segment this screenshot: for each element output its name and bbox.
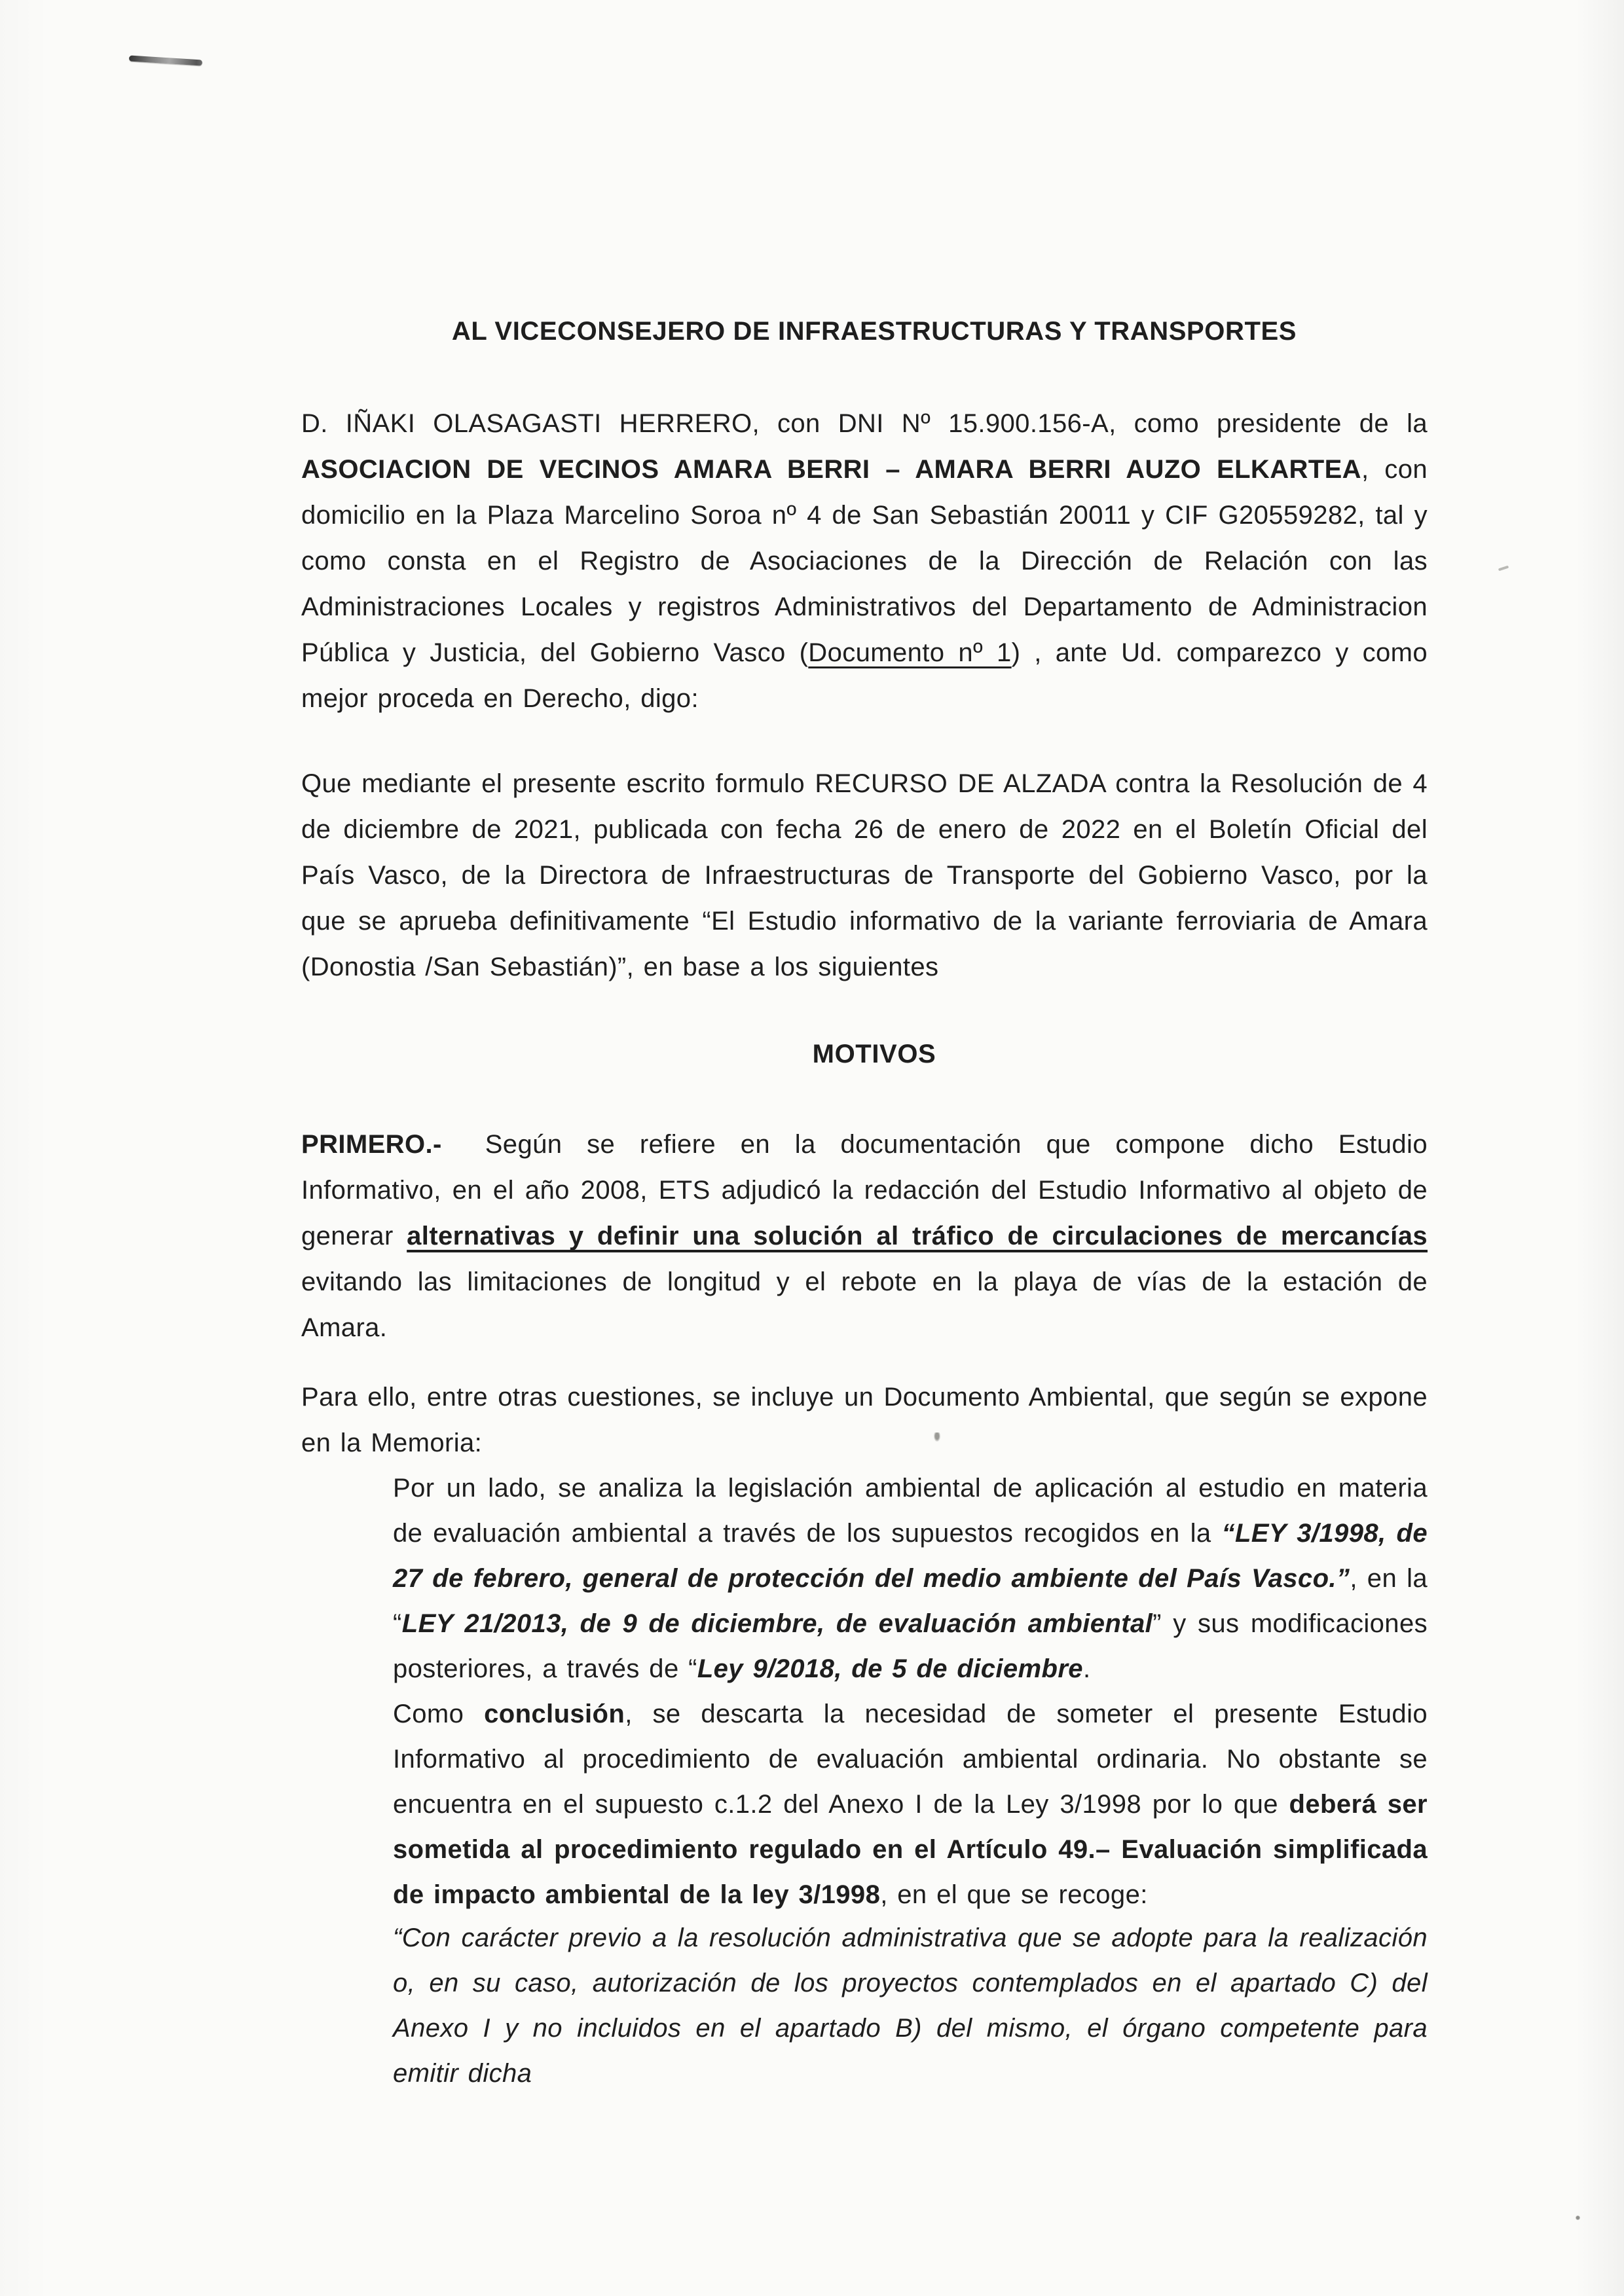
text-segment: Por un lado, se analiza la legislación ambiental de aplicación al estudio en materia de evaluación ambiental a través de los supuestos recogidos en la xyxy=(393,1474,1428,1548)
text-segment: D. IÑAKI OLASAGASTI HERRERO, con DNI Nº 15.900.156-A, como presidente de la xyxy=(301,409,1428,438)
association-name-bold: ASOCIACION DE VECINOS AMARA BERRI – AMARA BERRI AUZO ELKARTEA xyxy=(301,455,1361,484)
ley-9-2018-cite: Ley 9/2018, de 5 de diciembre xyxy=(697,1654,1083,1683)
text-segment: ) , ante Ud. comparezco y como mejor proceda en Derecho, digo: xyxy=(301,638,1428,713)
document-title: AL VICECONSEJERO DE INFRAESTRUCTURAS Y TRANSPORTES xyxy=(451,317,1297,346)
ley-3-1998-cite: “LEY 3/1998, de 27 de febrero, general de protección del medio ambiente del País Vasco.” xyxy=(393,1519,1428,1593)
text-segment: evitando las limitaciones de longitud y el rebote en la playa de vías de la estación de Amara. xyxy=(301,1267,1428,1342)
text-segment: , con domicilio en la Plaza Marcelino Soroa nº 4 de San Sebastián 20011 y CIF G20559282, tal y como consta en el Registro de Asociaciones de la Dirección de Relación con las Administraciones Locales y registros Administrativos del Departamento de Administracion Pública y Justicia, del Gobierno Vasco ( xyxy=(301,455,1428,667)
articulo-49-bold: deberá ser sometida al procedimiento regulado en el Artículo 49.– Evaluación simplificada de impacto ambiental de la ley 3/1998 xyxy=(393,1790,1428,1909)
paragraph-recurso xyxy=(301,761,1428,990)
pen-stroke-artifact xyxy=(129,55,202,65)
paragraph-cita-legal xyxy=(393,1916,1428,2096)
paragraph-para-ello xyxy=(301,1374,1428,1466)
text-segment: , en la “ xyxy=(393,1564,1428,1638)
text-segment: Según se refiere en la documentación que compone dicho Estudio Informativo, en el año 2008, ETS adjudicó la redacción del Estudio Informativo al objeto de generar xyxy=(301,1130,1428,1250)
scan-speck-dot xyxy=(1576,2215,1580,2220)
text-segment: Como xyxy=(393,1700,485,1728)
documento-n1-underlined: Documento nº 1 xyxy=(808,638,1012,667)
conclusion-bold: conclusión xyxy=(484,1700,625,1728)
text-segment: , en el que se recoge: xyxy=(880,1880,1148,1909)
text-segment: . xyxy=(1082,1654,1091,1683)
paragraph-legislacion-ambiental xyxy=(393,1466,1428,1692)
section-heading-motivos: MOTIVOS xyxy=(812,1040,936,1068)
text-segment: Para ello, entre otras cuestiones, se incluye un Documento Ambiental, que según se expone en la Memoria: xyxy=(301,1383,1428,1457)
paragraph-presentacion xyxy=(301,401,1428,721)
paragraph-primero xyxy=(301,1121,1428,1351)
cita-italic: “Con carácter previo a la resolución administrativa que se adopte para la realización o, en su caso, autorización de los proyectos contemplados en el apartado C) del Anexo I y no incluidos en el apartado B) del mismo, el órgano competente para emitir dicha xyxy=(393,1923,1428,2088)
scan-speck-dash xyxy=(1498,566,1509,572)
text-segment: Que mediante el presente escrito formulo RECURSO DE ALZADA contra la Resolución de 4 de diciembre de 2021, publicada con fecha 26 de enero de 2022 en el Boletín Oficial del País Vasco, de la Directora de Infraestructuras de Transporte del Gobierno Vasco, por la que se aprueba definitivamente “El Estudio informativo de la variante ferroviaria de Amara (Donostia /San Sebastián)”, en base a los siguientes xyxy=(301,769,1428,981)
paragraph-conclusion xyxy=(393,1692,1428,1918)
primero-label: PRIMERO.- xyxy=(301,1130,442,1159)
alternativas-bold-underlined: alternativas y definir una solución al tráfico de circulaciones de mercancías xyxy=(407,1222,1428,1250)
text-segment: , se descarta la necesidad de someter el presente Estudio Informativo al procedimiento de evaluación ambiental ordinaria. No obstante se encuentra en el supuesto c.1.2 del Anexo I de la Ley 3/1998 por lo que xyxy=(393,1700,1428,1819)
ley-21-2013-cite: LEY 21/2013, de 9 de diciembre, de evaluación ambiental xyxy=(401,1609,1153,1638)
text-segment: ” y sus modificaciones posteriores, a través de “ xyxy=(393,1609,1428,1683)
